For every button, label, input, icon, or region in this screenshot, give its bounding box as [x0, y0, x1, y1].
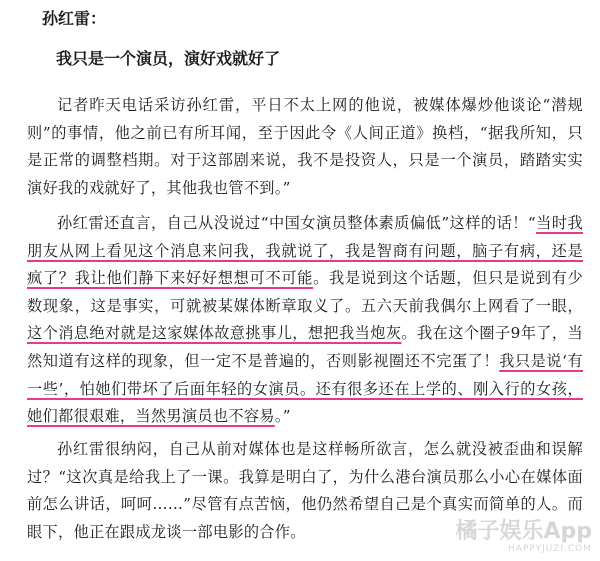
watermark-main-text: 橘子娱乐App — [455, 519, 592, 544]
watermark-sub-text: HAPPYJUZI.COM — [508, 544, 592, 554]
paragraph-2-mid-1: 。我是说到这个话题，但只是说到有少数现象，这是事实，可就被某媒体断章取义了。五六天前我偶尔上网看了一眼， — [27, 269, 583, 315]
paragraph-3: 孙红雷很纳闷，自己从前对媒体也是这样畅所欲言，怎么就没被歪曲和误解过？“这次真是给我上了一课。我算是明白了，为什么港台演员那么小心在媒体面前怎么讲话，呵呵……”尽管有点苦恼，他仍然希望自己是个真实而简单的人。而眼下，他正在跟成龙谈一部电影的合作。 — [27, 440, 583, 541]
paragraph-1: 记者昨天电话采访孙红雷，平日不太上网的他说，被媒体爆炒他谈论“潜规则”的事情，他之前已有所耳闻，至于因此令《人间正道》换档，“据我所知，只是正常的调整档期。对于这部剧来说，我不是投资人，只是一个演员，踏踏实实演好我的戏就好了，其他我也管不到。” — [27, 96, 583, 197]
highlighted-quote-2: 这个消息绝对就是这家媒体故意挑事儿，想把我当炮灰 — [27, 324, 402, 343]
paragraph-2 — [27, 210, 583, 431]
paragraph-2-intro: 孙红雷还直言，自己从没说过“中国女演员整体素质偏低”这样的话！“ — [57, 214, 536, 232]
quote-subheading: 我只是一个演员，演好戏就好了 — [56, 49, 281, 68]
speaker-heading: 孙红雷： — [42, 9, 107, 28]
highlighted-quote-1: 当时我朋友从网上看见这个消息来问我，我就说了，我是智商有问题，脑子有病，还是疯了？我让他们静下来好好想想可不可能 — [27, 214, 583, 288]
paragraph-2-mid-2: 。我在这个圈子9年了，当然知道有这样的现象，但一定不是普遍的，否则影视圈还不完蛋了！ — [27, 324, 583, 370]
paragraph-2-end: 。” — [274, 407, 291, 426]
highlighted-quote-3: 我只是说‘有一些’，怕她们带坏了后面年轻的女演员。还有很多还在上学的、刚入行的女孩，她们都很艰难，当然男演员也不容易 — [27, 351, 583, 426]
watermark-logo — [455, 520, 592, 555]
